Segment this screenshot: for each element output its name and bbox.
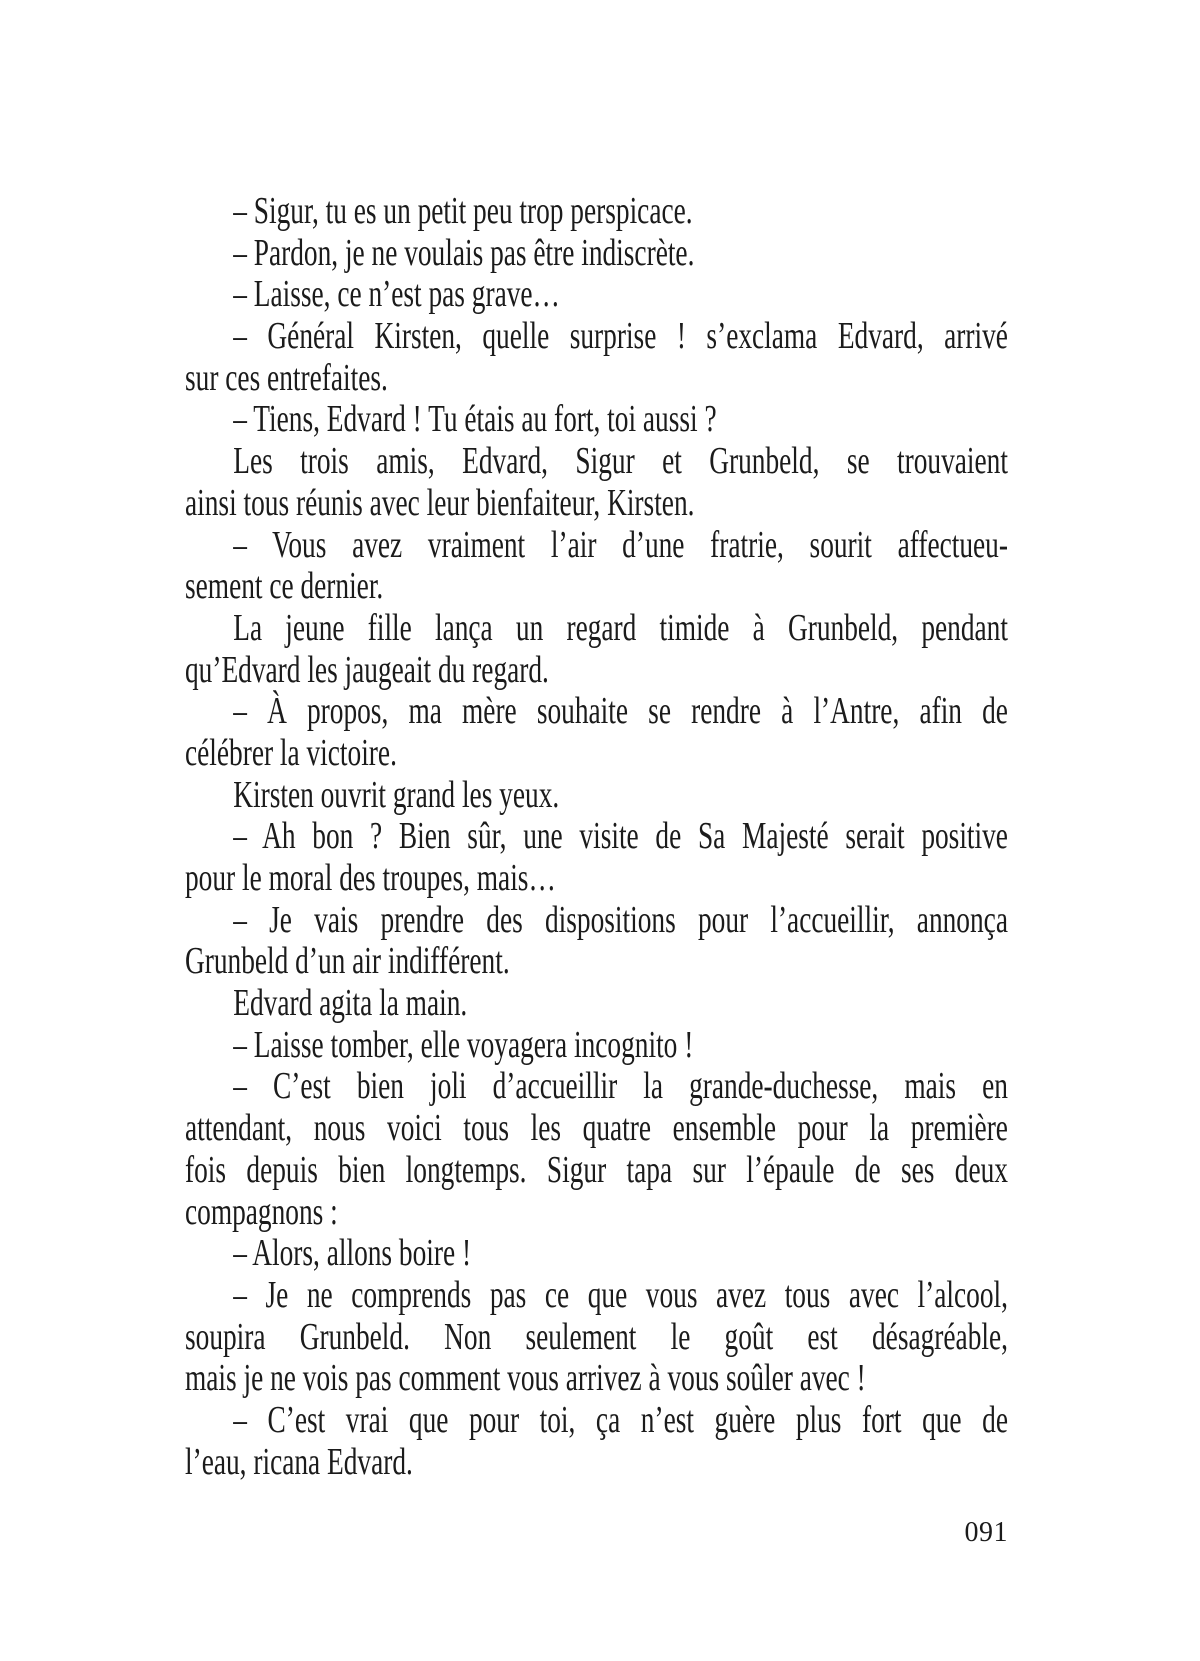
text-line: – Je ne comprends pas ce que vous avez tous avec l’alcool, xyxy=(233,1273,1008,1316)
page-text xyxy=(185,191,1008,1483)
text-line: – Laisse tomber, elle voyagera incognito ! xyxy=(233,1023,694,1066)
text-line: – Laisse, ce n’est pas grave… xyxy=(233,273,560,316)
text-line: – Vous avez vraiment l’air d’une fratrie, sourit affectueu- xyxy=(233,523,1008,566)
text-line: – C’est bien joli d’accueillir la grande-duchesse, mais en xyxy=(233,1065,1008,1108)
text-line: Kirsten ouvrit grand les yeux. xyxy=(233,773,560,816)
text-line: compagnons : xyxy=(185,1190,338,1233)
text-line: célébrer la victoire. xyxy=(185,731,397,774)
text-line: – Sigur, tu es un petit peu trop perspicace. xyxy=(233,190,693,232)
text-line: – Ah bon ? Bien sûr, une visite de Sa Majesté serait positive xyxy=(233,815,1008,858)
text-line: – Je vais prendre des dispositions pour l’accueillir, annonça xyxy=(233,898,1008,941)
text-line: sur ces entrefaites. xyxy=(185,356,388,399)
text-line: – Pardon, je ne voulais pas être indiscrète. xyxy=(233,231,695,274)
text-line: attendant, nous voici tous les quatre ensemble pour la première xyxy=(185,1107,1008,1150)
text-line: l’eau, ricana Edvard. xyxy=(185,1440,413,1483)
text-line: mais je ne vois pas comment vous arrivez à vous soûler avec ! xyxy=(185,1357,866,1400)
text-line: ainsi tous réunis avec leur bienfaiteur, Kirsten. xyxy=(185,481,695,524)
text-line: qu’Edvard les jaugeait du regard. xyxy=(185,648,549,691)
text-line: – Alors, allons boire ! xyxy=(233,1232,472,1275)
text-line: – À propos, ma mère souhaite se rendre à l’Antre, afin de xyxy=(233,690,1008,733)
text-line: sement ce dernier. xyxy=(185,565,384,608)
page-number: 091 xyxy=(964,1517,1008,1548)
text-line: – Général Kirsten, quelle surprise ! s’exclama Edvard, arrivé xyxy=(233,315,1008,358)
text-line: soupira Grunbeld. Non seulement le goût est désagréable, xyxy=(185,1315,1008,1358)
text-line: Les trois amis, Edvard, Sigur et Grunbeld, se trouvaient xyxy=(233,440,1008,483)
text-line: fois depuis bien longtemps. Sigur tapa sur l’épaule de ses deux xyxy=(185,1148,1008,1191)
text-line: Edvard agita la main. xyxy=(233,982,468,1025)
text-line: Grunbeld d’un air indifférent. xyxy=(185,940,510,983)
text-line: – Tiens, Edvard ! Tu étais au fort, toi aussi ? xyxy=(233,398,717,441)
text-line: pour le moral des troupes, mais… xyxy=(185,857,556,899)
text-line: – C’est vrai que pour toi, ça n’est guère plus fort que de xyxy=(233,1398,1008,1441)
text-line: La jeune fille lança un regard timide à Grunbeld, pendant xyxy=(233,606,1008,649)
